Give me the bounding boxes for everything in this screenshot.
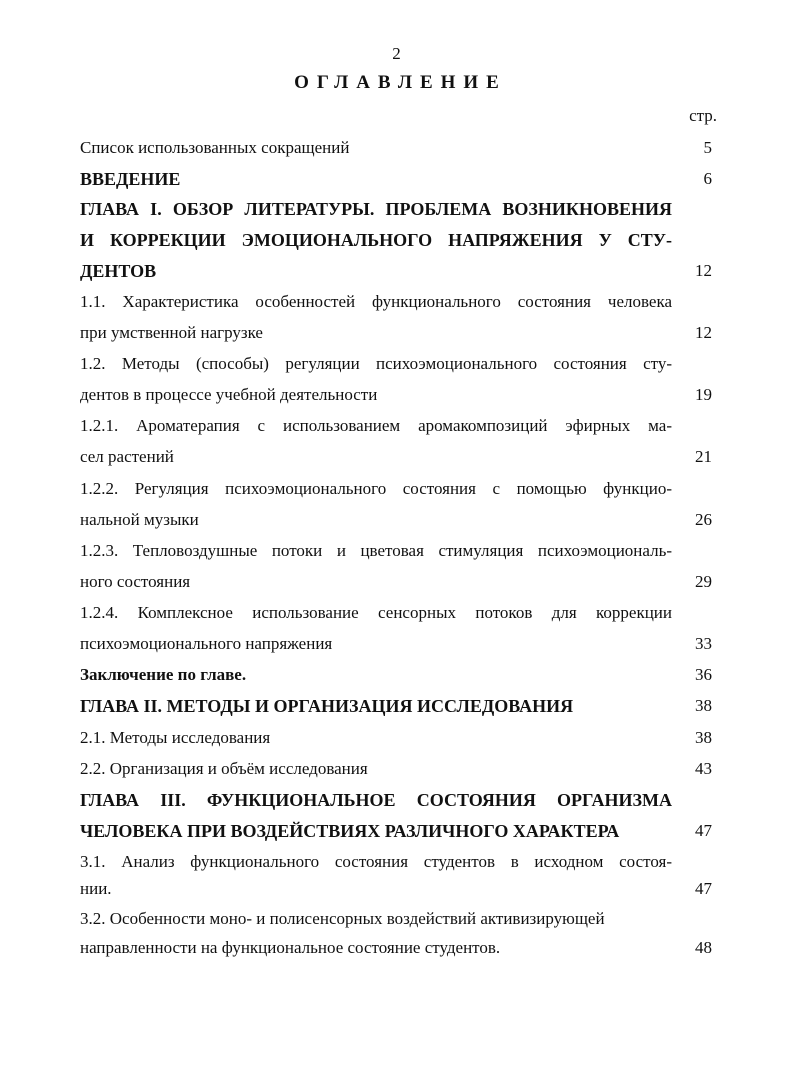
entry-line: Список использованных сокращений: [80, 138, 350, 157]
entry-line: 2.1. Методы исследования: [80, 728, 271, 747]
entry-page: 6: [703, 169, 712, 188]
entry-page: 43: [695, 759, 712, 778]
entry-line: 1.2. Методы (способы) регуляции психоэмоционального состояния сту-: [80, 354, 672, 373]
entry-line: 3.2. Особенности моно- и полисенсорных воздействий активизирующей: [80, 909, 605, 928]
entry-line: нии.: [80, 879, 112, 898]
toc-title: ОГЛАВЛЕНИЕ: [294, 72, 507, 93]
entry-line: сел растений: [80, 447, 174, 466]
entry-line: дентов в процессе учебной деятельности: [80, 385, 378, 404]
entry-page: 47: [695, 821, 712, 840]
entry-line: психоэмоционального напряжения: [80, 634, 333, 653]
entry-page: 38: [695, 696, 712, 715]
entry-line: 1.1. Характеристика особенностей функционального состояния человека: [80, 292, 672, 311]
entry-line: 2.2. Организация и объём исследования: [80, 759, 368, 778]
entry-line: ДЕНТОВ: [80, 261, 157, 281]
entry-page: 12: [695, 261, 712, 280]
entry-page: 47: [695, 879, 712, 898]
entry-line: при умственной нагрузке: [80, 323, 263, 342]
page-column-label: стр.: [689, 106, 717, 125]
entry-line: направленности на функциональное состояние студентов.: [80, 938, 501, 957]
entry-line: 1.2.2. Регуляция психоэмоционального состояния с помощью функцио-: [80, 479, 672, 498]
entry-line: ГЛАВА II. МЕТОДЫ И ОРГАНИЗАЦИЯ ИССЛЕДОВАНИЯ: [80, 696, 574, 716]
entry-line: ГЛАВА I. ОБЗОР ЛИТЕРАТУРЫ. ПРОБЛЕМА ВОЗНИКНОВЕНИЯ: [80, 199, 672, 219]
entry-line: 1.2.4. Комплексное использование сенсорных потоков для коррекции: [80, 603, 672, 622]
entry-page: 29: [695, 572, 712, 591]
entry-page: 38: [695, 728, 712, 747]
entry-page: 19: [695, 385, 712, 404]
entry-line: ГЛАВА III. ФУНКЦИОНАЛЬНОЕ СОСТОЯНИЯ ОРГАНИЗМА: [80, 790, 672, 810]
entry-line: 1.2.1. Ароматерапия с использованием аромакомпозиций эфирных ма-: [80, 416, 672, 435]
entry-page: 5: [703, 138, 712, 157]
entry-line: ВВЕДЕНИЕ: [80, 169, 181, 189]
page-number: 2: [392, 44, 401, 63]
entry-page: 48: [695, 938, 712, 957]
entry-page: 21: [695, 447, 712, 466]
entry-line: нальной музыки: [80, 510, 199, 529]
entry-line: 3.1. Анализ функционального состояния студентов в исходном состоя-: [80, 852, 672, 871]
entry-page: 33: [695, 634, 712, 653]
entry-page: 36: [695, 665, 712, 684]
entry-line: ного состояния: [80, 572, 191, 591]
entry-page: 12: [695, 323, 712, 342]
entry-line: 1.2.3. Тепловоздушные потоки и цветовая стимуляция психоэмоциональ-: [80, 541, 672, 560]
entry-line: Заключение по главе.: [80, 665, 247, 684]
entry-line: ЧЕЛОВЕКА ПРИ ВОЗДЕЙСТВИЯХ РАЗЛИЧНОГО ХАРАКТЕРА: [80, 821, 620, 841]
entry-page: 26: [695, 510, 712, 529]
entry-line: И КОРРЕКЦИИ ЭМОЦИОНАЛЬНОГО НАПРЯЖЕНИЯ У СТУ-: [80, 230, 672, 250]
